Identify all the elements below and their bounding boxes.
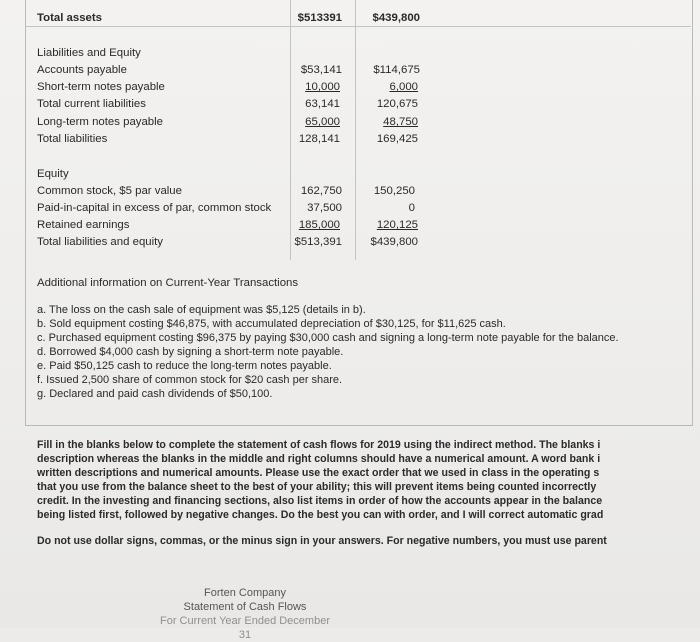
paid-in-capital-prior: 0 [408, 202, 415, 214]
total-current-liabilities-prior: 120,675 [376, 98, 418, 110]
instruction-line: credit. In the investing and financing sections, also list items in order of how the accounts appear in the balance [37, 495, 603, 507]
retained-earnings-current: 185,000 [298, 219, 340, 231]
statement-company: Forten Company [204, 587, 286, 599]
paid-in-capital-label: Paid-in-capital in excess of par, common stock [37, 202, 272, 214]
short-term-notes-label: Short-term notes payable [37, 81, 165, 93]
total-liabilities-prior: 169,425 [376, 133, 418, 145]
short-term-notes-current: 10,000 [305, 81, 340, 93]
total-liabilities-equity-label: Total liabilities and equity [37, 236, 164, 248]
total-current-liabilities-current: 63,141 [305, 98, 340, 110]
accounts-payable-prior: $114,675 [373, 64, 420, 76]
accounts-payable-label: Accounts payable [37, 64, 127, 76]
instruction-note: Do not use dollar signs, commas, or the minus sign in your answers. For negative numbers, you must use parent [37, 535, 607, 547]
total-current-liabilities-label: Total current liabilities [37, 98, 146, 110]
long-term-notes-current: 65,000 [305, 116, 340, 128]
additional-info-item: f. Issued 2,500 share of common stock for $20 cash per share. [37, 374, 343, 386]
instruction-line: description whereas the blanks in the middle and right columns should have a numerical amount. A word bank i [37, 453, 601, 465]
total-assets-label: Total assets [37, 12, 102, 24]
equity-header: Equity [37, 168, 69, 180]
instruction-line: written descriptions and numerical amounts. Please use the exact order that we used in class in the operating s [37, 467, 600, 479]
paid-in-capital-current: 37,500 [307, 202, 342, 214]
statement-title: Statement of Cash Flows [183, 601, 307, 613]
additional-info-item: e. Paid $50,125 cash to reduce the long-term notes payable. [37, 360, 332, 372]
total-liabilities-current: 128,141 [298, 133, 340, 145]
row-divider [25, 26, 691, 27]
long-term-notes-label: Long-term notes payable [37, 116, 164, 128]
liabilities-header: Liabilities and Equity [37, 47, 141, 59]
additional-info-item: g. Declared and paid cash dividends of $50,100. [37, 388, 273, 400]
additional-info-item: c. Purchased equipment costing $96,375 by paying $30,000 cash and signing a long-term note payable for the balance. [37, 332, 619, 344]
retained-earnings-prior: 120,125 [376, 219, 418, 231]
instruction-line: that you use from the balance sheet to the best of your ability; this will prevent items being counted incorrectly [37, 481, 597, 493]
long-term-notes-prior: 48,750 [383, 116, 418, 128]
common-stock-current: 162,750 [300, 185, 342, 197]
total-assets-prior: $439,800 [372, 12, 420, 24]
accounts-payable-current: $53,141 [300, 64, 342, 76]
additional-info-title: Additional information on Current-Year Transactions [37, 277, 299, 289]
instruction-line: being listed first, followed by negative changes. Do the best you can with order, and I will correct automatic grad [37, 509, 604, 521]
additional-info-item: b. Sold equipment costing $46,875, with accumulated depreciation of $30,125, for $11,625 cash. [37, 318, 506, 330]
statement-period: For Current Year Ended December 31 [160, 615, 330, 641]
short-term-notes-prior: 6,000 [389, 81, 418, 93]
total-liabilities-equity-prior: $439,800 [370, 236, 418, 248]
total-liabilities-label: Total liabilities [37, 133, 108, 145]
additional-info-item: a. The loss on the cash sale of equipment was $5,125 (details in b). [37, 304, 366, 316]
instruction-line: Fill in the blanks below to complete the statement of cash flows for 2019 using the indirect method. The blanks i [37, 439, 601, 451]
retained-earnings-label: Retained earnings [37, 219, 130, 231]
total-liabilities-equity-current: $513,391 [294, 236, 342, 248]
additional-info-item: d. Borrowed $4,000 cash by signing a short-term note payable. [37, 346, 344, 358]
common-stock-prior: 150,250 [373, 185, 415, 197]
common-stock-label: Common stock, $5 par value [37, 185, 182, 197]
total-assets-current: $513391 [297, 12, 342, 24]
